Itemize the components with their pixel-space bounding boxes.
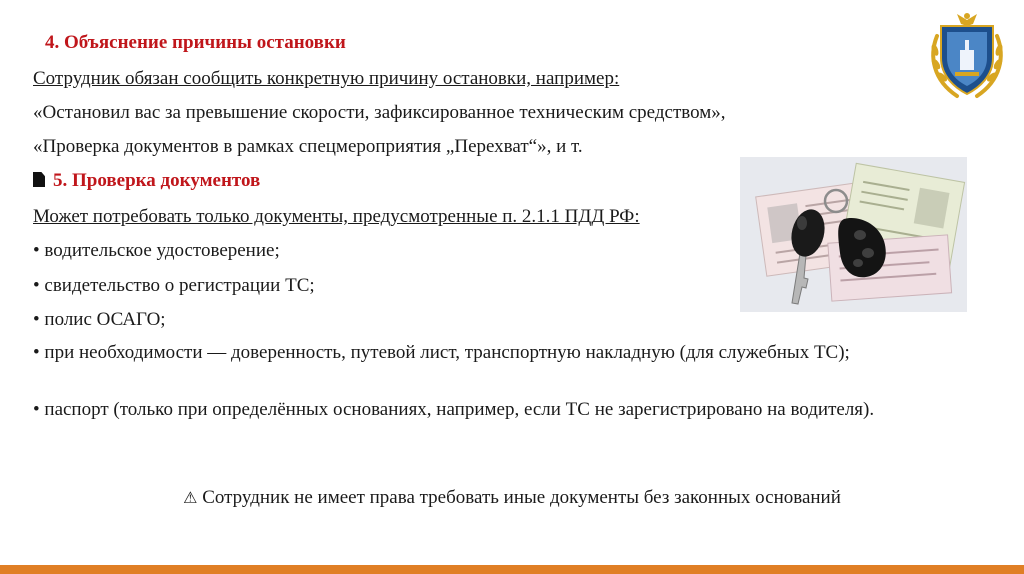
intro-4: Сотрудник обязан сообщить конкретную причину остановки, например:: [33, 68, 620, 89]
heading-4: [33, 32, 346, 54]
list-item: • при необходимости — доверенность, путевой лист, транспортную накладную (для служебных ТС);: [33, 342, 850, 363]
warning-icon: ⚠: [183, 488, 198, 507]
example-2: «Проверка документов в рамках спецмероприятия „Перехват“», и т.: [33, 136, 583, 157]
document-icon: [33, 172, 45, 187]
heading-5: [33, 170, 260, 192]
intro-5: Может потребовать только документы, предусмотренные п. 2.1.1 ПДД РФ:: [33, 206, 640, 227]
warning-line: [0, 487, 1024, 509]
list-item: • полис ОСАГО;: [33, 309, 166, 330]
car-keys-and-documents-photo: [740, 157, 967, 312]
list-item: • свидетельство о регистрации ТС;: [33, 275, 315, 296]
police-shield-emblem: [927, 6, 1007, 102]
list-item: • паспорт (только при определённых основаниях, например, если ТС не зарегистрировано на водителя).: [33, 399, 875, 420]
heading-4-text: 4. Объяснение причины остановки: [45, 32, 346, 53]
heading-5-text: 5. Проверка документов: [53, 170, 261, 191]
list-item: • водительское удостоверение;: [33, 240, 280, 261]
bottom-accent-bar: [0, 565, 1024, 574]
warning-text: Сотрудник не имеет права требовать иные документы без законных оснований: [197, 487, 841, 508]
example-1: «Остановил вас за превышение скорости, зафиксированное техническим средством»,: [33, 102, 726, 123]
